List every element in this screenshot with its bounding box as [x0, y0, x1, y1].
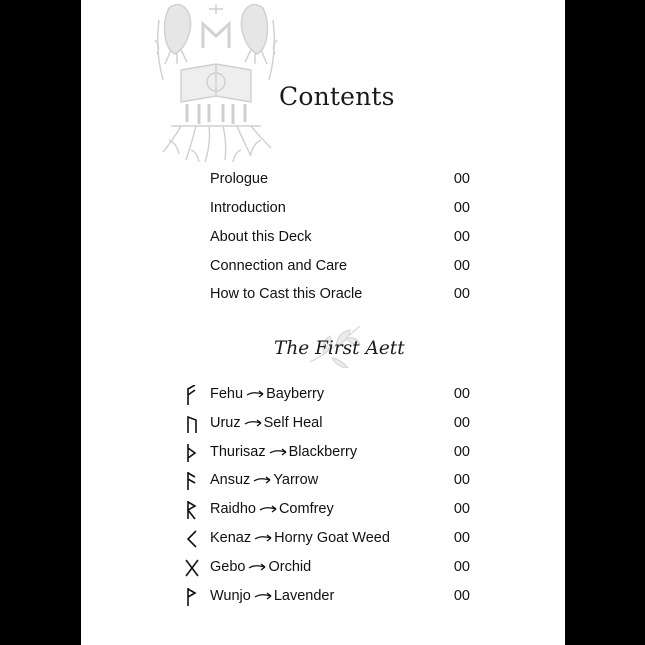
rune-entry-label [210, 472, 318, 488]
plant-name: Orchid [268, 559, 312, 575]
arrow-icon [259, 504, 277, 514]
arrow-icon [269, 447, 287, 457]
toc-entry [210, 286, 470, 308]
ansuz-rune-icon [184, 471, 200, 491]
toc-entry-page: 00 [453, 415, 470, 431]
rune-entry [210, 588, 470, 610]
plant-name: Horny Goat Weed [274, 530, 390, 546]
toc-entry-page: 00 [453, 286, 470, 302]
wunjo-rune-icon [184, 587, 200, 607]
toc-entry-label: About this Deck [210, 229, 312, 245]
toc-entry [210, 258, 470, 280]
toc-entry-page: 00 [453, 559, 470, 575]
arrow-icon [246, 389, 264, 399]
toc-entry-page: 00 [453, 588, 470, 604]
arrow-icon [248, 562, 266, 572]
rune-entry [210, 530, 470, 552]
section-title: The First Aett [274, 338, 405, 359]
rune-entry-label [210, 444, 357, 460]
toc-entry-label: Connection and Care [210, 258, 348, 274]
toc-entry-page: 00 [453, 258, 470, 274]
rune-entry-label [210, 501, 334, 517]
rune-name: Gebo [210, 559, 246, 575]
rune-name: Thurisaz [210, 444, 266, 460]
plant-name: Lavender [273, 588, 335, 604]
rune-entry [210, 386, 470, 408]
plant-name: Blackberry [288, 444, 358, 460]
toc-entry-page: 00 [453, 200, 470, 216]
toc-entry-page: 00 [453, 171, 470, 187]
page-title: Contents [279, 82, 395, 111]
rune-entry [210, 559, 470, 581]
plant-name: Yarrow [273, 472, 319, 488]
rune-entry-label [210, 530, 390, 546]
rune-entry [210, 415, 470, 437]
toc-entry-label: How to Cast this Oracle [210, 286, 363, 302]
rune-name: Ansuz [210, 472, 251, 488]
fehu-rune-icon [184, 385, 200, 405]
rune-name: Kenaz [210, 530, 252, 546]
gebo-rune-icon [184, 558, 200, 578]
plant-name: Bayberry [266, 386, 325, 402]
arrow-icon [244, 418, 262, 428]
toc-entry-page: 00 [453, 472, 470, 488]
raidho-rune-icon [184, 500, 200, 520]
toc-entry-label: Prologue [210, 171, 269, 187]
arrow-icon [253, 475, 271, 485]
rune-entry-label [210, 559, 311, 575]
plant-name: Self Heal [263, 415, 323, 431]
arrow-icon [254, 591, 272, 601]
rune-name: Uruz [210, 415, 241, 431]
toc-entry [210, 171, 470, 193]
toc-entry-page: 00 [453, 229, 470, 245]
ravens-book-illustration [151, 0, 281, 165]
rune-entry-label [210, 588, 334, 604]
rune-name: Raidho [210, 501, 256, 517]
rune-entry [210, 444, 470, 466]
rune-entry-label [210, 415, 322, 431]
rune-entry-label [210, 386, 324, 402]
uruz-rune-icon [184, 414, 200, 434]
toc-entry-page: 00 [453, 530, 470, 546]
toc-entry-page: 00 [453, 501, 470, 517]
rune-entry [210, 501, 470, 523]
plant-name: Comfrey [278, 501, 334, 517]
book-page [81, 0, 565, 645]
toc-entry-page: 00 [453, 386, 470, 402]
thurisaz-rune-icon [184, 443, 200, 463]
toc-entry-page: 00 [453, 444, 470, 460]
rune-name: Wunjo [210, 588, 251, 604]
toc-entry [210, 229, 470, 251]
arrow-icon [254, 533, 272, 543]
rune-entry [210, 472, 470, 494]
toc-entry [210, 200, 470, 222]
toc-entry-label: Introduction [210, 200, 286, 216]
kenaz-rune-icon [184, 529, 200, 549]
rune-name: Fehu [210, 386, 244, 402]
